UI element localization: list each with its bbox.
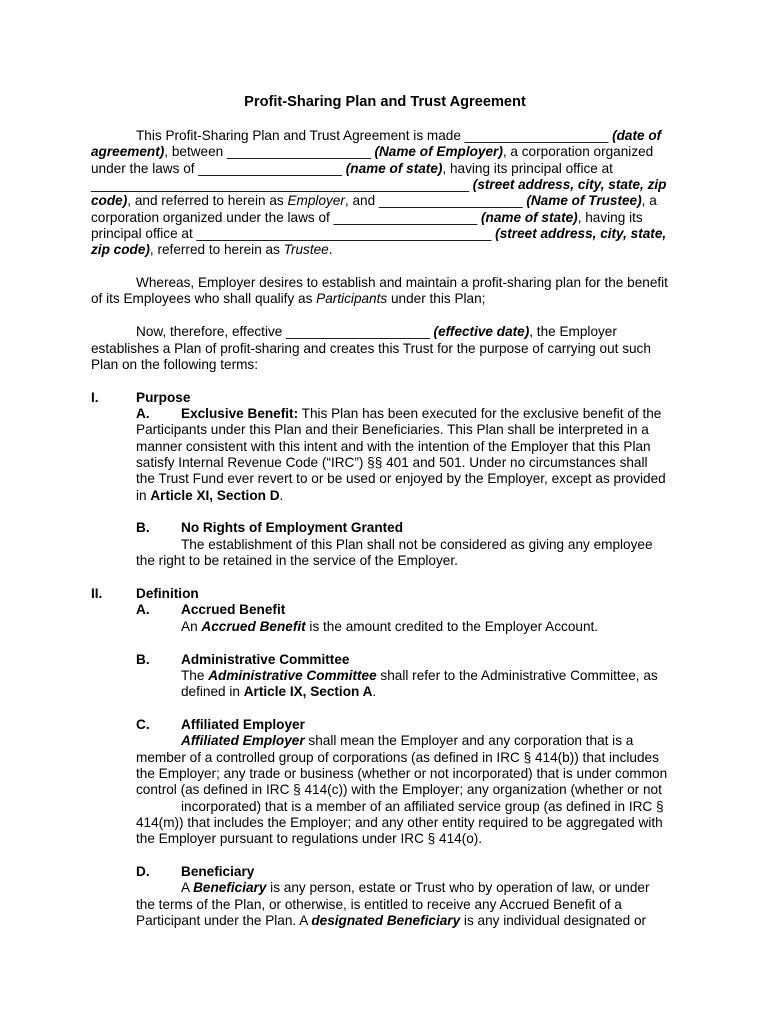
text: , having its principal office at	[442, 161, 613, 176]
text-line	[136, 913, 646, 929]
text: , the Employer	[529, 324, 617, 339]
text: , a corporation organized	[502, 144, 654, 159]
defined-term: Trustee	[283, 242, 329, 257]
text-line	[136, 324, 617, 340]
subsection-letter: B.	[136, 652, 150, 667]
subsection-heading: Administrative Committee	[181, 652, 350, 667]
placeholder-label: (street address, city, state,	[495, 226, 667, 241]
placeholder-label: (effective date)	[433, 324, 530, 339]
subsection-letter: A.	[136, 406, 150, 421]
defined-term: Administrative Committee	[208, 668, 377, 683]
text: Now, therefore, effective ___________________	[136, 324, 434, 339]
defined-term: Employer	[287, 193, 345, 208]
text: shall mean the Employer and any corporation that is a	[304, 733, 634, 748]
text-line	[91, 226, 666, 242]
text: This Plan has been executed for the exclusive benefit of the	[298, 406, 662, 421]
text-line: Participants under this Plan and their Beneficiaries. This Plan shall be interpreted in a	[136, 422, 649, 437]
text: An	[181, 619, 202, 634]
placeholder-label: (name of state)	[481, 210, 578, 225]
text-line	[91, 177, 666, 193]
text-line: the terms of the Plan, or otherwise, is entitled to receive any Accrued Benefit of a	[136, 897, 622, 912]
subsection-letter: C.	[136, 717, 150, 732]
subsection-heading: Exclusive Benefit:	[181, 406, 299, 421]
text-line	[91, 193, 657, 209]
defined-term: Beneficiary	[193, 880, 267, 895]
text-line: the Employer pursuant to regulations under IRC § 414(o).	[136, 831, 483, 846]
text-line: Whereas, Employer desires to establish and maintain a profit-sharing plan for the benefit	[136, 275, 668, 290]
text: under the laws of ___________________	[91, 161, 346, 176]
text-line	[181, 668, 658, 684]
text-line: establishes a Plan of profit-sharing and creates this Trust for the purpose of carrying out such	[91, 341, 651, 356]
subsection-letter: A.	[136, 602, 150, 617]
text: Participant under the Plan. A	[136, 913, 312, 928]
text-line	[91, 210, 643, 226]
text: under this Plan;	[387, 291, 486, 306]
text-line: manner consistent with this intent and with the intention of the Employer that this Plan	[136, 439, 651, 454]
defined-term: Affiliated Employer	[181, 733, 305, 748]
text: , and referred to herein as	[127, 193, 288, 208]
text-line: the Employer; any trade or business (whether or not incorporated) that is under common	[136, 766, 668, 781]
text-line: Plan on the following terms:	[91, 357, 258, 372]
subsection-letter: D.	[136, 864, 150, 879]
text: This Profit-Sharing Plan and Trust Agreement is made ___________________	[136, 128, 613, 143]
text: , between ___________________	[164, 144, 375, 159]
text-line	[91, 161, 613, 177]
subsection-letter: B.	[136, 520, 150, 535]
placeholder-label: zip code)	[91, 242, 150, 257]
subsection-heading: No Rights of Employment Granted	[181, 520, 404, 535]
text-line: member of a controlled group of corporations (as defined in IRC § 414(b)) that includes	[136, 750, 659, 765]
placeholder-label: code)	[91, 193, 128, 208]
text: .	[372, 684, 377, 699]
text: principal office at _______________________________________	[91, 226, 496, 241]
subsection-heading: Accrued Benefit	[181, 602, 286, 617]
document-title: Profit-Sharing Plan and Trust Agreement	[244, 94, 526, 110]
cross-reference: Article XI, Section D	[150, 488, 280, 503]
text: in	[136, 488, 151, 503]
cross-reference: Article IX, Section A	[243, 684, 373, 699]
text: .	[279, 488, 284, 503]
text: , and ___________________	[344, 193, 527, 208]
placeholder-label: (street address, city, state, zip	[472, 177, 667, 192]
text-line: the right to be retained in the service of the Employer.	[136, 553, 458, 568]
placeholder-label: (Name of Trustee)	[526, 193, 642, 208]
subsection-heading: Affiliated Employer	[181, 717, 305, 732]
text: of its Employees who shall qualify as	[91, 291, 317, 306]
text-line: satisfy Internal Revenue Code (“IRC”) §§ 401 and 501. Under no circumstances shall	[136, 455, 648, 470]
text-line: the Trust Fund ever revert to or be used or enjoyed by the Employer, except as provided	[136, 471, 666, 486]
subsection-heading: Beneficiary	[181, 864, 255, 879]
text: is any person, estate or Trust who by operation of law, or under	[266, 880, 650, 895]
text-line	[181, 733, 633, 749]
text-line: control (as defined in IRC § 414(c)) with the Employer; any organization (whether or not	[136, 782, 662, 797]
defined-term: designated Beneficiary	[311, 913, 461, 928]
text: __________________________________________________	[91, 177, 473, 192]
text-line	[91, 144, 653, 160]
section-number: II.	[91, 586, 103, 601]
text-line: The establishment of this Plan shall not be considered as giving any employee	[181, 537, 653, 552]
text-line	[136, 128, 661, 144]
text: is the amount credited to the Employer Account.	[305, 619, 599, 634]
text: A	[181, 880, 194, 895]
text: .	[328, 242, 333, 257]
placeholder-label: agreement)	[91, 144, 165, 159]
text: , referred to herein as	[149, 242, 284, 257]
text: defined in	[181, 684, 244, 699]
text-line: 414(m)) that includes the Employer; and any other entity required to be aggregated with	[136, 815, 663, 830]
text-line	[91, 291, 485, 307]
text-line	[181, 406, 661, 422]
text-line	[181, 684, 376, 700]
text: is any individual designated or	[460, 913, 647, 928]
section-heading: Purpose	[136, 390, 191, 405]
text-line	[136, 488, 283, 504]
text: corporation organized under the laws of ___________________	[91, 210, 481, 225]
placeholder-label: (Name of Employer)	[374, 144, 503, 159]
placeholder-label: (date of	[612, 128, 662, 143]
defined-term: Participants	[316, 291, 388, 306]
text: shall refer to the Administrative Committee, as	[376, 668, 658, 683]
section-heading: Definition	[136, 586, 199, 601]
section-number: I.	[91, 390, 99, 405]
text: , having its	[577, 210, 643, 225]
text-line	[181, 880, 650, 896]
defined-term: Accrued Benefit	[201, 619, 306, 634]
placeholder-label: (name of state)	[345, 161, 443, 176]
text: The	[181, 668, 209, 683]
text: , a	[641, 193, 657, 208]
text-line: incorporated) that is a member of an affiliated service group (as defined in IRC §	[181, 799, 664, 814]
text-line	[91, 242, 333, 258]
text-line	[181, 619, 598, 635]
